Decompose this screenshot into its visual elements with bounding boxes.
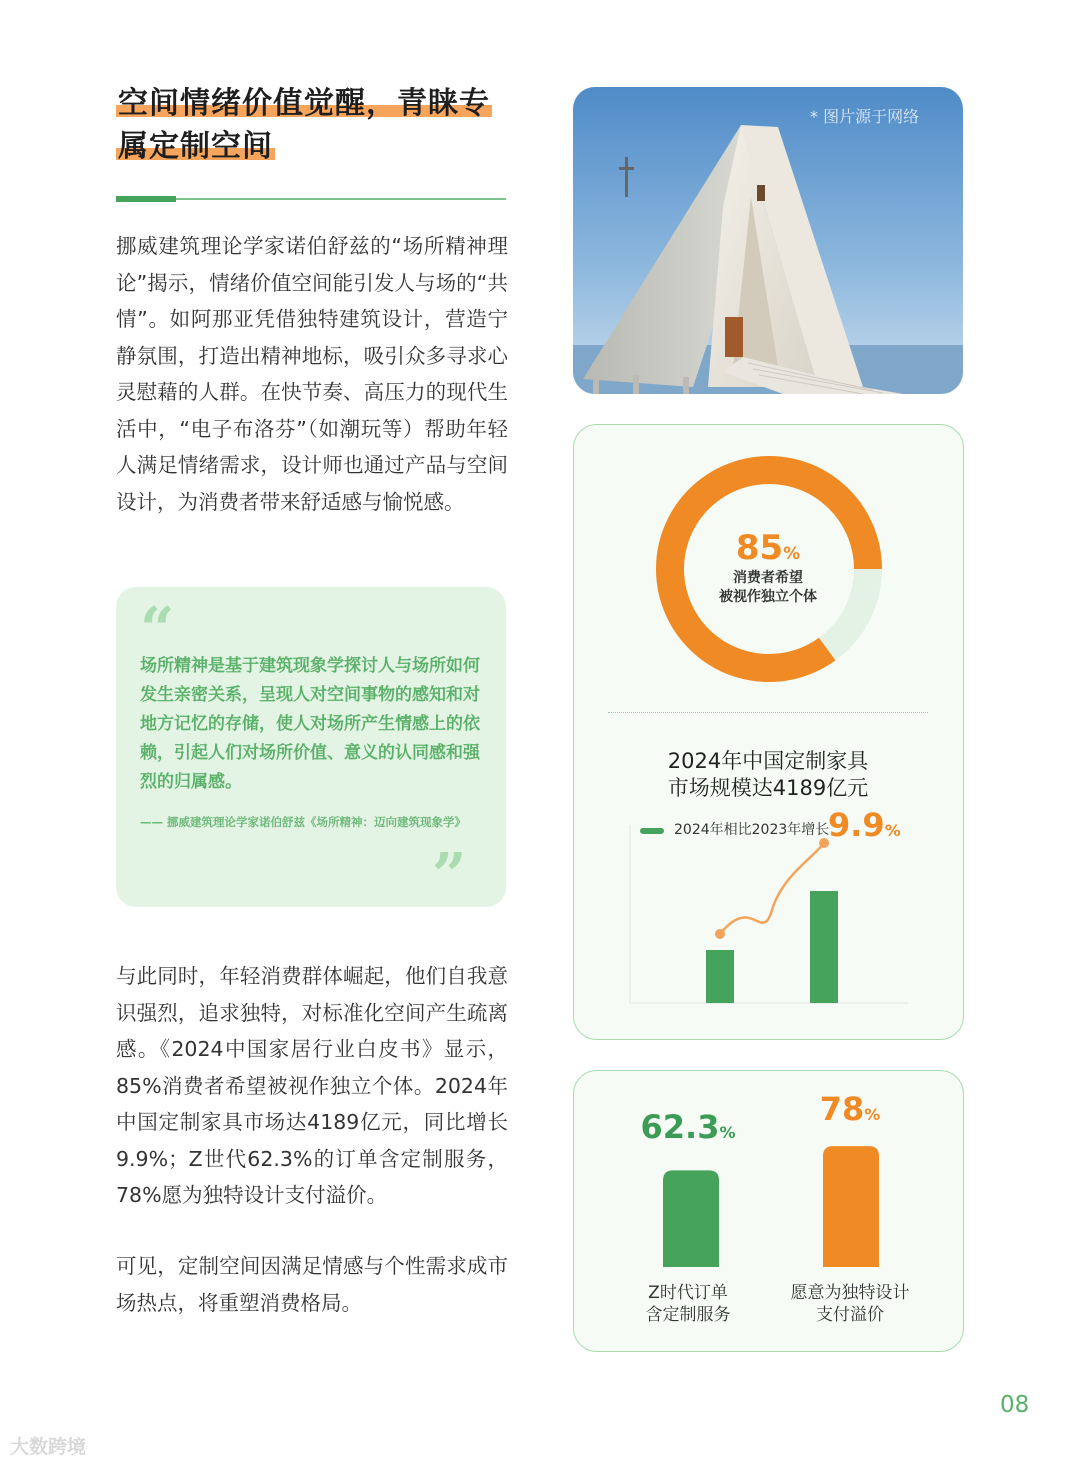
growth-trend-line bbox=[720, 843, 824, 934]
quote-source: —— 挪威建筑理论学家诺伯舒兹《场所精神：迈向建筑现象学》 bbox=[140, 815, 467, 829]
market-title-line-1: 2024年中国定制家具 bbox=[667, 749, 869, 773]
stat-card-market bbox=[573, 424, 964, 1040]
bar-2024 bbox=[810, 891, 838, 1003]
body-paragraph-2: 与此同时，年轻消费群体崛起，他们自我意识强烈，追求独特，对标准化空间产生疏离感。《2024中国家居行业白皮书》显示，85%消费者希望被视作独立个体。2024年中国定制家具市场达4189亿元，同比增长9.9%；Z世代62.3%的订单含定制服务，78%愿为独特设计支付溢价。 bbox=[116, 964, 508, 1207]
legend-label: 2024年相比2023年增长 bbox=[674, 822, 830, 838]
bar-value-1-number: 62.3 bbox=[640, 1108, 720, 1146]
photo-credit: * 图片源于网络 bbox=[810, 107, 920, 126]
bar-value-2 bbox=[790, 1090, 910, 1128]
title-line-2: 属定制空间 bbox=[118, 129, 273, 164]
section-title bbox=[116, 82, 516, 168]
card-dotted-divider bbox=[608, 712, 928, 713]
bar-label-2-line-2: 支付溢价 bbox=[816, 1305, 884, 1325]
bar-value-2-unit: % bbox=[864, 1105, 881, 1124]
bar-gen-z-custom-orders bbox=[663, 1170, 719, 1267]
page-number: 08 bbox=[1000, 1392, 1030, 1418]
growth-chart bbox=[630, 825, 908, 1003]
bar-value-1-unit: % bbox=[719, 1123, 736, 1142]
market-title-line-2: 市场规模达4189亿元 bbox=[667, 776, 869, 800]
donut-label bbox=[690, 569, 846, 607]
growth-value-number: 9.9 bbox=[828, 806, 885, 844]
legend-swatch bbox=[640, 828, 664, 834]
trend-point-2023 bbox=[715, 929, 725, 939]
watermark-logo: 大数跨境 bbox=[10, 1436, 87, 1458]
chapel-photo bbox=[573, 87, 963, 394]
bar-pay-premium bbox=[823, 1146, 879, 1267]
donut-value-number: 85 bbox=[735, 528, 784, 568]
open-quote-icon: “ bbox=[140, 595, 175, 665]
title-divider-accent bbox=[116, 196, 176, 202]
bar-value-2-number: 78 bbox=[819, 1090, 865, 1128]
close-quote-icon: ” bbox=[432, 841, 467, 911]
bar-label-1-line-2: 含定制服务 bbox=[645, 1305, 731, 1325]
bar-label-2 bbox=[770, 1282, 930, 1326]
donut-value bbox=[700, 528, 836, 568]
bar-value-1 bbox=[628, 1108, 748, 1146]
growth-value-unit: % bbox=[884, 821, 901, 840]
bar-label-2-line-1: 愿意为独特设计 bbox=[790, 1283, 910, 1303]
bar-2023 bbox=[706, 950, 734, 1003]
market-size-title bbox=[600, 748, 936, 802]
bar-label-1-line-1: Z时代订单 bbox=[648, 1283, 728, 1303]
body-paragraph-1: 挪威建筑理论学家诺伯舒兹的“场所精神理论”揭示，情绪价值空间能引发人与场的“共情”。如阿那亚凭借独特建筑设计，营造宁静氛围，打造出精神地标，吸引众多寻求心灵慰藉的人群。在快节奏、高压力的现代生活中，“电子布洛芬”（如潮玩等）帮助年轻人满足情绪需求，设计师也通过产品与空间设计，为消费者带来舒适感与愉悦感。 bbox=[116, 234, 508, 514]
donut-label-line-2: 被视作独立个体 bbox=[719, 589, 817, 605]
donut-label-line-1: 消费者希望 bbox=[733, 570, 803, 586]
quote-text: 场所精神是基于建筑现象学探讨人与场所如何发生亲密关系，呈现人对空间事物的感知和对地方记忆的存储，使人对场所产生情感上的依赖，引起人们对场所价值、意义的认同感和强烈的归属感。 bbox=[140, 656, 480, 792]
body-paragraph-3: 可见，定制空间因满足情感与个性需求成市场热点，将重塑消费格局。 bbox=[116, 1254, 508, 1315]
title-line-1: 空间情绪价值觉醒，青睐专 bbox=[118, 86, 490, 121]
donut-value-unit: % bbox=[783, 544, 801, 564]
bar-label-1 bbox=[608, 1282, 768, 1326]
growth-value bbox=[828, 806, 901, 844]
